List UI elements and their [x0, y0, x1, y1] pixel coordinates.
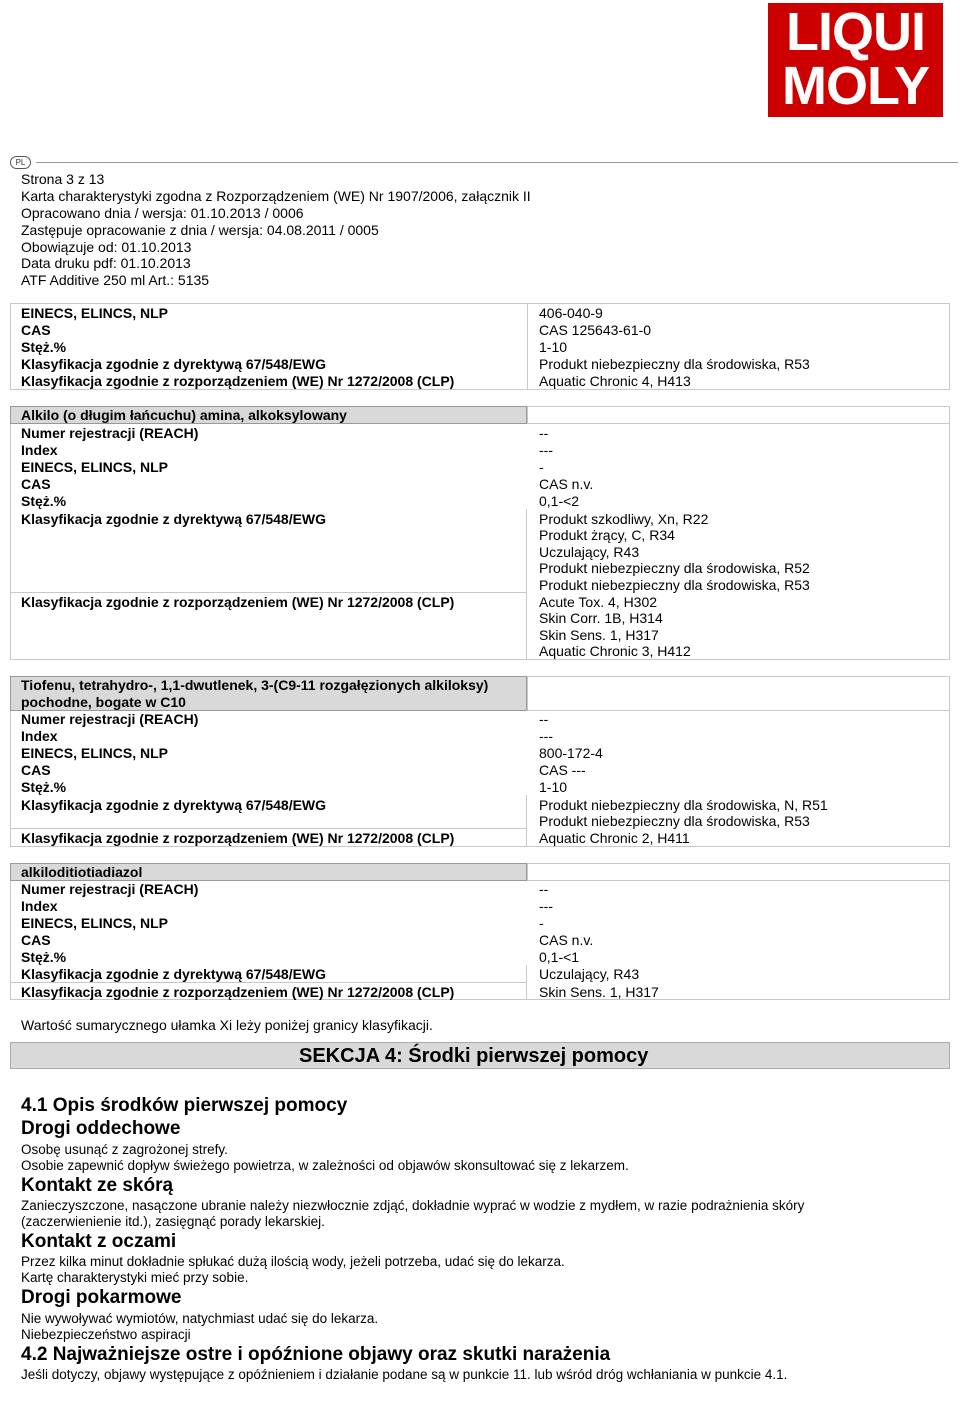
table-row-label: Klasyfikacja zgodnie z dyrektywą 67/548/EWG [21, 511, 327, 527]
table-row-value: CAS 125643-61-0 [539, 322, 652, 338]
classification-value: Uczulający, R43 [539, 544, 640, 560]
table-row-label: Stęż.% [21, 949, 67, 965]
table-row-label: Stęż.% [21, 779, 67, 795]
table-row-label: Numer rejestracji (REACH) [21, 425, 199, 441]
paragraph: Osobie zapewnić dopływ świeżego powietrza, w zależności od objawów skonsultować się z lekarzem. [21, 1158, 629, 1173]
substance-name: Alkilo (o długim łańcuchu) amina, alkoksylowany [21, 407, 347, 423]
paragraph: Zanieczyszczone, nasączone ubranie należy niezwłocznie zdjąć, dokładnie wyprać w wodzie z mydłem, w razie podrażnienia skóry [21, 1198, 805, 1213]
airways-heading: Drogi oddechowe [21, 1118, 181, 1139]
table-row-value: 0,1-<2 [539, 493, 580, 509]
liqui-moly-logo [768, 3, 943, 117]
paragraph: Nie wywoływać wymiotów, natychmiast udać się do lekarza. [21, 1311, 379, 1326]
table-row-value: --- [539, 442, 553, 458]
paragraph: Osobę usunąć z zagrożonej strefy. [21, 1142, 228, 1157]
subsection-4-1-title: 4.1 Opis środków pierwszej pomocy [21, 1095, 348, 1116]
table-row-label: EINECS, ELINCS, NLP [21, 305, 169, 321]
language-badge: PL [10, 156, 31, 169]
print-date: Data druku pdf: 01.10.2013 [21, 255, 191, 271]
table-row-value: 800-172-4 [539, 745, 603, 761]
section-header [10, 1042, 950, 1069]
table-row-label: CAS [21, 476, 51, 492]
table-row-value: -- [539, 881, 549, 897]
paragraph: (zaczerwienienie itd.), zasięgnąć porady lekarskiej. [21, 1214, 325, 1229]
classification-value: Produkt szkodliwy, Xn, R22 [539, 511, 709, 527]
paragraph: Przez kilka minut dokładnie spłukać dużą ilością wody, jeżeli potrzeba, udać się do lekarza. [21, 1254, 565, 1269]
substance-name: alkiloditiotiadiazol [21, 864, 143, 880]
table-row-value: CAS --- [539, 762, 586, 778]
xi-note: Wartość sumarycznego ułamka Xi leży poniżej granicy klasyfikacji. [21, 1017, 433, 1033]
section-title: SEKCJA 4: Środki pierwszej pomocy [299, 1045, 649, 1067]
table-row-label: CAS [21, 322, 51, 338]
classification-value: Skin Sens. 1, H317 [539, 627, 659, 643]
header-divider [36, 162, 958, 163]
classification-value: Produkt niebezpieczny dla środowiska, R53 [539, 813, 810, 829]
table-row-label: Klasyfikacja zgodnie z rozporządzeniem (WE) Nr 1272/2008 (CLP) [21, 594, 455, 610]
version-info: Opracowano dnia / wersja: 01.10.2013 / 0006 [21, 205, 304, 221]
table-row-value: - [539, 459, 544, 475]
paragraph: Jeśli dotyczy, objawy występujące z opóźnieniem i działanie podane są w punkcie 11. lub wśród dróg wchłaniania w punkcie 4.1. [21, 1367, 788, 1382]
classification-value: Aquatic Chronic 3, H412 [539, 643, 691, 659]
table-row-value: - [539, 915, 544, 931]
table-row-value: Produkt niebezpieczny dla środowiska, R53 [539, 356, 810, 372]
classification-value: Acute Tox. 4, H302 [539, 594, 658, 610]
product-name: ATF Additive 250 ml Art.: 5135 [21, 272, 210, 288]
table-row-label: Klasyfikacja zgodnie z rozporządzeniem (WE) Nr 1272/2008 (CLP) [21, 373, 455, 389]
table-row-label: CAS [21, 762, 51, 778]
table-row-label: Klasyfikacja zgodnie z rozporządzeniem (WE) Nr 1272/2008 (CLP) [21, 830, 455, 846]
table-row-label: Index [21, 442, 58, 458]
replaces-info: Zastępuje opracowanie z dnia / wersja: 04.08.2011 / 0005 [21, 222, 379, 238]
table-row-value: 0,1-<1 [539, 949, 580, 965]
page-number: Strona 3 z 13 [21, 171, 105, 187]
table-row-label: Numer rejestracji (REACH) [21, 711, 199, 727]
table-row-label: CAS [21, 932, 51, 948]
table-row-label: Numer rejestracji (REACH) [21, 881, 199, 897]
logo-line1: LIQUI [786, 2, 925, 62]
logo-line2: MOLY [781, 56, 930, 116]
table-row-label: Klasyfikacja zgodnie z rozporządzeniem (WE) Nr 1272/2008 (CLP) [21, 984, 455, 1000]
classification-value: Produkt niebezpieczny dla środowiska, R52 [539, 560, 810, 576]
valid-from: Obowiązuje od: 01.10.2013 [21, 239, 192, 255]
table-row-label: Index [21, 728, 58, 744]
table-row-value: -- [539, 711, 549, 727]
table-row-value: -- [539, 425, 549, 441]
table-row-value: Skin Sens. 1, H317 [539, 984, 659, 1000]
table-row-label: Index [21, 898, 58, 914]
doc-title: Karta charakterystyki zgodna z Rozporządzeniem (WE) Nr 1907/2006, załącznik II [21, 188, 531, 204]
table-row-value: CAS n.v. [539, 932, 594, 948]
subsection-4-2-title: 4.2 Najważniejsze ostre i opóźnione objawy oraz skutki narażenia [21, 1344, 611, 1365]
table-row-label: EINECS, ELINCS, NLP [21, 915, 169, 931]
classification-value: Skin Corr. 1B, H314 [539, 610, 663, 626]
classification-value: Produkt żrący, C, R34 [539, 527, 675, 543]
classification-value: Produkt niebezpieczny dla środowiska, N, R51 [539, 797, 828, 813]
table-row-value: 1-10 [539, 339, 568, 355]
ingestion-heading: Drogi pokarmowe [21, 1287, 182, 1308]
table-row-label: Klasyfikacja zgodnie z dyrektywą 67/548/EWG [21, 356, 327, 372]
table-row-label: EINECS, ELINCS, NLP [21, 745, 169, 761]
skin-heading: Kontakt ze skórą [21, 1175, 174, 1196]
paragraph: Kartę charakterystyki mieć przy sobie. [21, 1270, 249, 1285]
table-row-value: --- [539, 898, 553, 914]
classification-value: Aquatic Chronic 2, H411 [539, 830, 690, 846]
table-row-label: Klasyfikacja zgodnie z dyrektywą 67/548/EWG [21, 797, 327, 813]
table-row-label: EINECS, ELINCS, NLP [21, 459, 169, 475]
table-row-value: Aquatic Chronic 4, H413 [539, 373, 691, 389]
paragraph: Niebezpieczeństwo aspiracji [21, 1327, 191, 1342]
table-row-value: --- [539, 728, 553, 744]
table-row-value: CAS n.v. [539, 476, 594, 492]
table-row-label: Klasyfikacja zgodnie z dyrektywą 67/548/EWG [21, 966, 327, 982]
substance-name-cont: pochodne, bogate w C10 [21, 694, 186, 710]
table-row-value: 406-040-9 [539, 305, 603, 321]
table-row-value: Uczulający, R43 [539, 966, 640, 982]
table-row-label: Stęż.% [21, 339, 67, 355]
substance-name: Tiofenu, tetrahydro-, 1,1-dwutlenek, 3-(C9-11 rozgałęzionych alkiloksy) [21, 677, 489, 693]
table-row-value: 1-10 [539, 779, 568, 795]
eyes-heading: Kontakt z oczami [21, 1231, 177, 1252]
classification-value: Produkt niebezpieczny dla środowiska, R53 [539, 577, 810, 593]
table-row-label: Stęż.% [21, 493, 67, 509]
